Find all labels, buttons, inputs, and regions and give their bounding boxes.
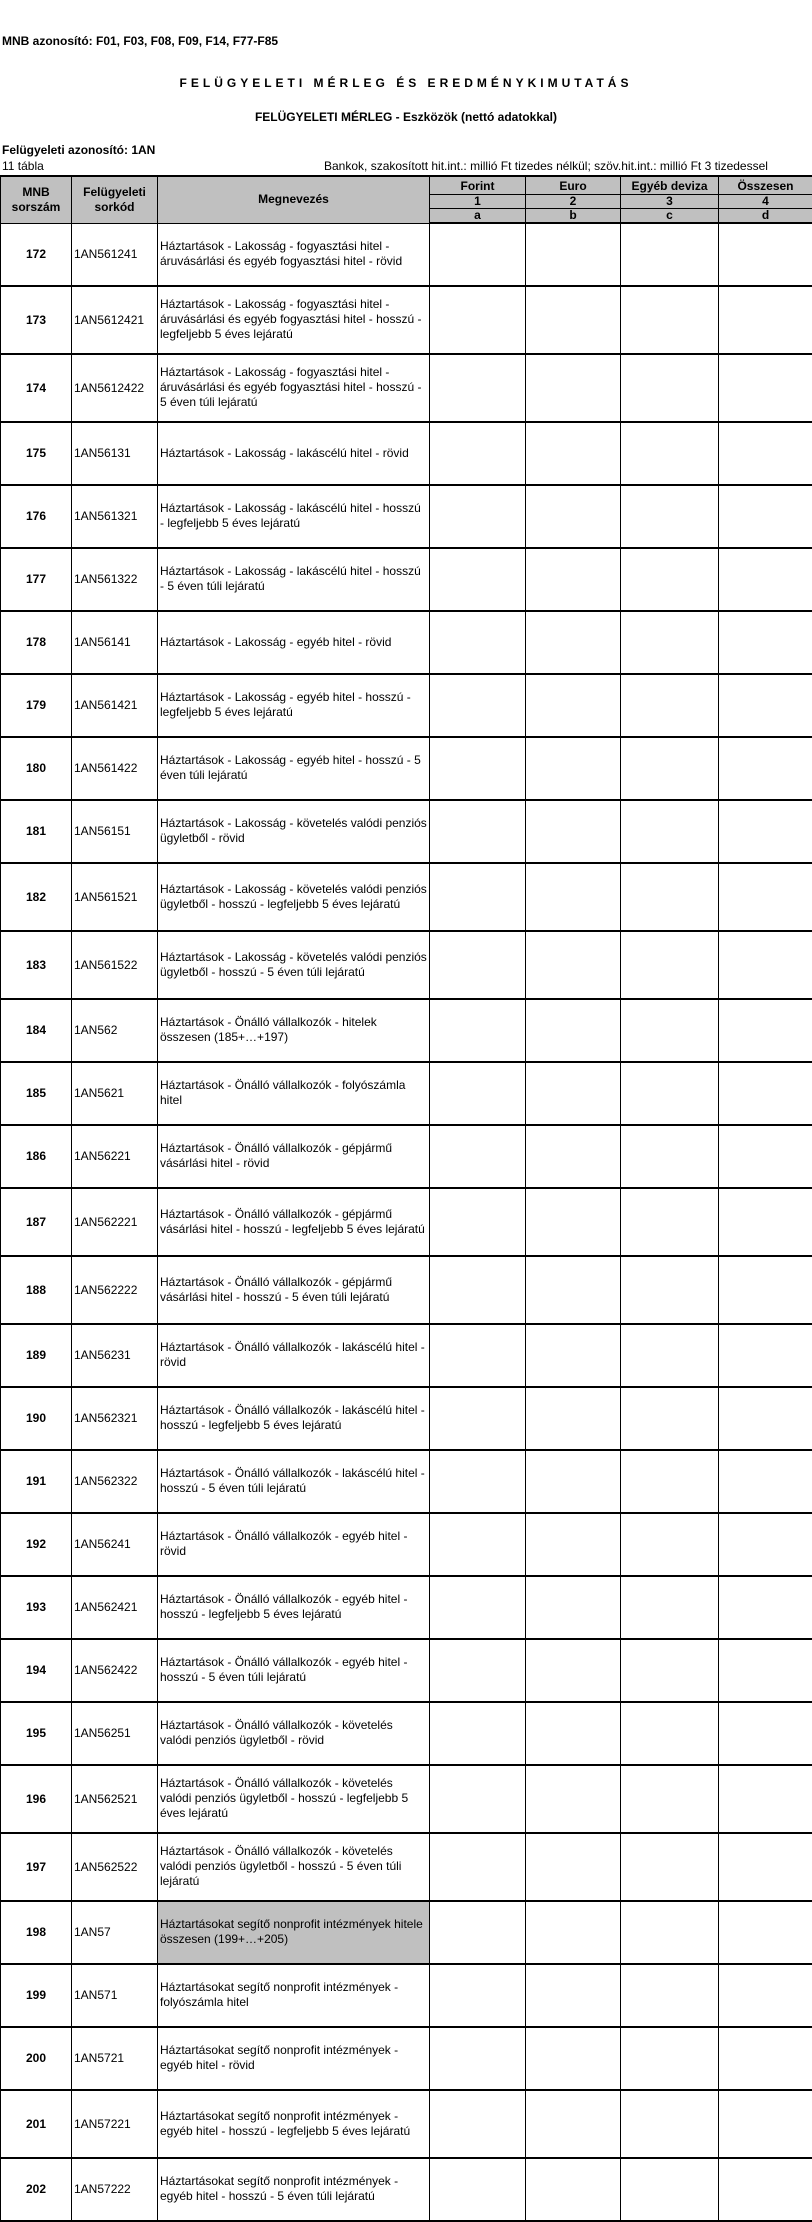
value-cell-forint[interactable] — [430, 674, 526, 737]
value-cell-forint[interactable] — [430, 1387, 526, 1450]
row-number: 177 — [1, 548, 72, 611]
value-cell-total[interactable] — [719, 737, 812, 800]
row-number: 182 — [1, 863, 72, 931]
row-description: Háztartások - Önálló vállalkozók - hitelek összesen (185+…+197) — [158, 999, 430, 1062]
value-cell-euro[interactable] — [526, 1702, 621, 1765]
value-cell-other-currency[interactable] — [621, 1964, 719, 2027]
value-cell-total[interactable] — [719, 1324, 812, 1387]
value-cell-euro[interactable] — [526, 863, 621, 931]
header-col-letter: c — [621, 209, 719, 224]
value-cell-other-currency[interactable] — [621, 999, 719, 1062]
value-cell-other-currency[interactable] — [621, 1256, 719, 1324]
value-cell-total[interactable] — [719, 1125, 812, 1188]
value-cell-other-currency[interactable] — [621, 1387, 719, 1450]
table-row — [1, 1765, 812, 1833]
table-number: 11 tábla — [2, 159, 44, 173]
header-col-number: 2 — [526, 195, 621, 209]
row-number: 196 — [1, 1765, 72, 1833]
value-cell-other-currency[interactable] — [621, 2090, 719, 2158]
table-row — [1, 2090, 812, 2158]
table-row — [1, 223, 812, 286]
row-code: 1AN562422 — [72, 1639, 158, 1702]
value-cell-other-currency[interactable] — [621, 931, 719, 999]
row-code: 1AN5721 — [72, 2027, 158, 2090]
row-number: 186 — [1, 1125, 72, 1188]
value-cell-forint[interactable] — [430, 1188, 526, 1256]
value-cell-total[interactable] — [719, 2027, 812, 2090]
value-cell-other-currency[interactable] — [621, 1702, 719, 1765]
row-description: Háztartások - Önálló vállalkozók - folyószámla hitel — [158, 1062, 430, 1125]
table-row — [1, 485, 812, 548]
row-description: Háztartások - Önálló vállalkozók - gépjármű vásárlási hitel - hosszú - legfeljebb 5 éves lejáratú — [158, 1188, 430, 1256]
table-row — [1, 1901, 812, 1964]
value-cell-forint[interactable] — [430, 1324, 526, 1387]
value-cell-forint[interactable] — [430, 1901, 526, 1964]
table-row — [1, 1964, 812, 2027]
table-row — [1, 674, 812, 737]
value-cell-total[interactable] — [719, 931, 812, 999]
value-cell-other-currency[interactable] — [621, 1450, 719, 1513]
row-code: 1AN57222 — [72, 2158, 158, 2221]
value-cell-forint[interactable] — [430, 2158, 526, 2221]
value-cell-forint[interactable] — [430, 1125, 526, 1188]
value-cell-forint[interactable] — [430, 611, 526, 674]
table-row — [1, 1062, 812, 1125]
value-cell-other-currency[interactable] — [621, 422, 719, 485]
value-cell-euro[interactable] — [526, 1324, 621, 1387]
row-number: 194 — [1, 1639, 72, 1702]
value-cell-other-currency[interactable] — [621, 737, 719, 800]
value-cell-total[interactable] — [719, 485, 812, 548]
row-code: 1AN562321 — [72, 1387, 158, 1450]
row-code: 1AN562 — [72, 999, 158, 1062]
row-code: 1AN56141 — [72, 611, 158, 674]
row-description: Háztartásokat segítő nonprofit intézmények - folyószámla hitel — [158, 1964, 430, 2027]
row-description: Háztartások - Lakosság - egyéb hitel - rövid — [158, 611, 430, 674]
value-cell-forint[interactable] — [430, 863, 526, 931]
row-description: Háztartások - Önálló vállalkozók - gépjármű vásárlási hitel - hosszú - 5 éven túli lejáratú — [158, 1256, 430, 1324]
table-row — [1, 1188, 812, 1256]
value-cell-euro[interactable] — [526, 800, 621, 863]
table-row — [1, 1450, 812, 1513]
row-number: 176 — [1, 485, 72, 548]
row-description: Háztartásokat segítő nonprofit intézmények - egyéb hitel - rövid — [158, 2027, 430, 2090]
value-cell-euro[interactable] — [526, 422, 621, 485]
value-cell-total[interactable] — [719, 800, 812, 863]
row-description: Háztartások - Önálló vállalkozók - lakáscélú hitel - hosszú - legfeljebb 5 éves lejáratú — [158, 1387, 430, 1450]
row-code: 1AN56231 — [72, 1324, 158, 1387]
value-cell-euro[interactable] — [526, 1125, 621, 1188]
value-cell-forint[interactable] — [430, 1833, 526, 1901]
header-col-letter: a — [430, 209, 526, 224]
value-cell-forint[interactable] — [430, 1639, 526, 1702]
value-cell-forint[interactable] — [430, 1576, 526, 1639]
row-number: 202 — [1, 2158, 72, 2221]
value-cell-forint[interactable] — [430, 1702, 526, 1765]
value-cell-forint[interactable] — [430, 548, 526, 611]
row-number: 193 — [1, 1576, 72, 1639]
row-number: 181 — [1, 800, 72, 863]
value-cell-euro[interactable] — [526, 999, 621, 1062]
header-euro: Euro — [526, 176, 621, 195]
row-code: 1AN57221 — [72, 2090, 158, 2158]
value-cell-total[interactable] — [719, 548, 812, 611]
value-cell-euro[interactable] — [526, 1901, 621, 1964]
header-other-currency: Egyéb deviza — [621, 176, 719, 195]
row-number: 192 — [1, 1513, 72, 1576]
header-mnb-number: MNB sorszám — [1, 176, 72, 223]
row-code: 1AN561422 — [72, 737, 158, 800]
value-cell-total[interactable] — [719, 999, 812, 1062]
value-cell-other-currency[interactable] — [621, 1324, 719, 1387]
value-cell-other-currency[interactable] — [621, 1513, 719, 1576]
value-cell-euro[interactable] — [526, 611, 621, 674]
row-code: 1AN5621 — [72, 1062, 158, 1125]
value-cell-other-currency[interactable] — [621, 800, 719, 863]
row-code: 1AN561241 — [72, 223, 158, 286]
value-cell-total[interactable] — [719, 1964, 812, 2027]
header-forint: Forint — [430, 176, 526, 195]
row-number: 174 — [1, 354, 72, 422]
value-cell-other-currency[interactable] — [621, 674, 719, 737]
value-cell-forint[interactable] — [430, 1450, 526, 1513]
value-cell-euro[interactable] — [526, 354, 621, 422]
row-number: 185 — [1, 1062, 72, 1125]
table-row — [1, 1125, 812, 1188]
row-description: Háztartások - Önálló vállalkozók - egyéb hitel - rövid — [158, 1513, 430, 1576]
row-code: 1AN5612422 — [72, 354, 158, 422]
row-description: Háztartások - Önálló vállalkozók - lakáscélú hitel - hosszú - 5 éven túli lejáratú — [158, 1450, 430, 1513]
value-cell-euro[interactable] — [526, 2158, 621, 2221]
value-cell-total[interactable] — [719, 2090, 812, 2158]
page-subtitle: FELÜGYELETI MÉRLEG - Eszközök (nettó adatokkal) — [0, 110, 812, 124]
value-cell-total[interactable] — [719, 286, 812, 354]
row-description: Háztartások - Önálló vállalkozók - gépjármű vásárlási hitel - rövid — [158, 1125, 430, 1188]
row-code: 1AN57 — [72, 1901, 158, 1964]
row-code: 1AN562522 — [72, 1833, 158, 1901]
value-cell-euro[interactable] — [526, 1576, 621, 1639]
row-description: Háztartások - Önálló vállalkozók - egyéb hitel - hosszú - legfeljebb 5 éves lejáratú — [158, 1576, 430, 1639]
value-cell-total[interactable] — [719, 2158, 812, 2221]
value-cell-total[interactable] — [719, 1765, 812, 1833]
row-description: Háztartások - Önálló vállalkozók - követelés valódi penziós ügyletből - hosszú - legfeljebb 5 éves lejáratú — [158, 1765, 430, 1833]
value-cell-euro[interactable] — [526, 1256, 621, 1324]
value-cell-total[interactable] — [719, 422, 812, 485]
row-description: Háztartások - Lakosság - egyéb hitel - hosszú - legfeljebb 5 éves lejáratú — [158, 674, 430, 737]
row-number: 189 — [1, 1324, 72, 1387]
value-cell-other-currency[interactable] — [621, 1062, 719, 1125]
table-row — [1, 1702, 812, 1765]
row-number: 179 — [1, 674, 72, 737]
value-cell-total[interactable] — [719, 1387, 812, 1450]
row-description: Háztartások - Önálló vállalkozók - egyéb hitel - hosszú - 5 éven túli lejáratú — [158, 1639, 430, 1702]
value-cell-total[interactable] — [719, 1639, 812, 1702]
value-cell-total[interactable] — [719, 1256, 812, 1324]
value-cell-other-currency[interactable] — [621, 1901, 719, 1964]
header-supervisory-code: Felügyeleti sorkód — [72, 176, 158, 223]
row-description: Háztartások - Lakosság - követelés valódi penziós ügyletből - hosszú - 5 éven túli lejáratú — [158, 931, 430, 999]
row-number: 183 — [1, 931, 72, 999]
row-number: 190 — [1, 1387, 72, 1450]
header-col-letter: d — [719, 209, 812, 224]
row-code: 1AN56221 — [72, 1125, 158, 1188]
value-cell-euro[interactable] — [526, 485, 621, 548]
value-cell-total[interactable] — [719, 1833, 812, 1901]
row-description: Háztartások - Lakosság - fogyasztási hitel - áruvásárlási és egyéb fogyasztási hitel - hosszú - legfeljebb 5 éves lejáratú — [158, 286, 430, 354]
table-row — [1, 1639, 812, 1702]
row-description: Háztartásokat segítő nonprofit intézmények - egyéb hitel - hosszú - legfeljebb 5 éves lejáratú — [158, 2090, 430, 2158]
row-number: 199 — [1, 1964, 72, 2027]
table-row — [1, 1513, 812, 1576]
value-cell-forint[interactable] — [430, 286, 526, 354]
table-row — [1, 1833, 812, 1901]
value-cell-euro[interactable] — [526, 548, 621, 611]
row-code: 1AN562421 — [72, 1576, 158, 1639]
row-code: 1AN561421 — [72, 674, 158, 737]
row-description: Háztartásokat segítő nonprofit intézmények hitele összesen (199+…+205) — [158, 1901, 430, 1964]
row-code: 1AN571 — [72, 1964, 158, 2027]
table-row — [1, 611, 812, 674]
value-cell-other-currency[interactable] — [621, 2158, 719, 2221]
row-number: 191 — [1, 1450, 72, 1513]
value-cell-other-currency[interactable] — [621, 863, 719, 931]
row-description: Háztartások - Önálló vállalkozók - lakáscélú hitel - rövid — [158, 1324, 430, 1387]
value-cell-euro[interactable] — [526, 2090, 621, 2158]
table-row — [1, 931, 812, 999]
value-cell-other-currency[interactable] — [621, 1833, 719, 1901]
value-cell-forint[interactable] — [430, 1964, 526, 2027]
value-cell-forint[interactable] — [430, 999, 526, 1062]
value-cell-forint[interactable] — [430, 800, 526, 863]
row-number: 187 — [1, 1188, 72, 1256]
value-cell-euro[interactable] — [526, 1765, 621, 1833]
value-cell-euro[interactable] — [526, 1062, 621, 1125]
table-row — [1, 1387, 812, 1450]
value-cell-euro[interactable] — [526, 1639, 621, 1702]
value-cell-other-currency[interactable] — [621, 1188, 719, 1256]
header-col-letter: b — [526, 209, 621, 224]
value-cell-total[interactable] — [719, 1188, 812, 1256]
row-number: 195 — [1, 1702, 72, 1765]
value-cell-euro[interactable] — [526, 737, 621, 800]
header-description: Megnevezés — [158, 176, 430, 223]
value-cell-euro[interactable] — [526, 223, 621, 286]
row-code: 1AN56241 — [72, 1513, 158, 1576]
row-description: Háztartások - Lakosság - követelés valódi penziós ügyletből - hosszú - legfeljebb 5 éves lejáratú — [158, 863, 430, 931]
row-description: Háztartások - Lakosság - követelés valódi penziós ügyletből - rövid — [158, 800, 430, 863]
row-description: Háztartások - Lakosság - fogyasztási hitel - áruvásárlási és egyéb fogyasztási hitel - hosszú - 5 éven túli lejáratú — [158, 354, 430, 422]
row-code: 1AN561322 — [72, 548, 158, 611]
row-code: 1AN561321 — [72, 485, 158, 548]
value-cell-total[interactable] — [719, 1576, 812, 1639]
table-row — [1, 2158, 812, 2221]
value-cell-euro[interactable] — [526, 1833, 621, 1901]
table-row — [1, 863, 812, 931]
value-cell-other-currency[interactable] — [621, 1576, 719, 1639]
value-cell-euro[interactable] — [526, 931, 621, 999]
row-number: 197 — [1, 1833, 72, 1901]
value-cell-forint[interactable] — [430, 485, 526, 548]
table-row — [1, 1256, 812, 1324]
value-cell-total[interactable] — [719, 1702, 812, 1765]
value-cell-euro[interactable] — [526, 674, 621, 737]
row-description: Háztartások - Lakosság - fogyasztási hitel - áruvásárlási és egyéb fogyasztási hitel - rövid — [158, 223, 430, 286]
value-cell-total[interactable] — [719, 1450, 812, 1513]
value-cell-total[interactable] — [719, 863, 812, 931]
row-code: 1AN562521 — [72, 1765, 158, 1833]
row-description: Háztartások - Önálló vállalkozók - követelés valódi penziós ügyletből - rövid — [158, 1702, 430, 1765]
value-cell-other-currency[interactable] — [621, 485, 719, 548]
row-number: 188 — [1, 1256, 72, 1324]
row-code: 1AN56151 — [72, 800, 158, 863]
row-description: Háztartások - Önálló vállalkozók - követelés valódi penziós ügyletből - hosszú - 5 éven túli lejáratú — [158, 1833, 430, 1901]
row-code: 1AN562221 — [72, 1188, 158, 1256]
value-cell-forint[interactable] — [430, 1513, 526, 1576]
header-col-number: 4 — [719, 195, 812, 209]
value-cell-total[interactable] — [719, 223, 812, 286]
value-cell-total[interactable] — [719, 1062, 812, 1125]
value-cell-forint[interactable] — [430, 354, 526, 422]
row-description: Háztartásokat segítő nonprofit intézmények - egyéb hitel - hosszú - 5 éven túli lejáratú — [158, 2158, 430, 2221]
row-code: 1AN562322 — [72, 1450, 158, 1513]
table-row — [1, 286, 812, 354]
row-number: 201 — [1, 2090, 72, 2158]
value-cell-other-currency[interactable] — [621, 1765, 719, 1833]
value-cell-forint[interactable] — [430, 2090, 526, 2158]
value-cell-euro[interactable] — [526, 1513, 621, 1576]
units-note: Bankok, szakosított hit.int.: millió Ft tizedes nélkül; szöv.hit.int.: millió Ft 3 tizedessel — [324, 159, 768, 173]
table-row — [1, 2027, 812, 2090]
balance-sheet-table — [0, 175, 812, 2222]
row-description: Háztartások - Lakosság - lakáscélú hitel - rövid — [158, 422, 430, 485]
value-cell-forint[interactable] — [430, 737, 526, 800]
value-cell-other-currency[interactable] — [621, 611, 719, 674]
value-cell-forint[interactable] — [430, 1765, 526, 1833]
value-cell-euro[interactable] — [526, 286, 621, 354]
value-cell-forint[interactable] — [430, 223, 526, 286]
value-cell-other-currency[interactable] — [621, 1125, 719, 1188]
value-cell-forint[interactable] — [430, 1062, 526, 1125]
value-cell-total[interactable] — [719, 1901, 812, 1964]
row-code: 1AN5612421 — [72, 286, 158, 354]
value-cell-other-currency[interactable] — [621, 2027, 719, 2090]
value-cell-euro[interactable] — [526, 1964, 621, 2027]
row-number: 175 — [1, 422, 72, 485]
value-cell-total[interactable] — [719, 611, 812, 674]
row-code: 1AN561522 — [72, 931, 158, 999]
header-total: Összesen — [719, 176, 812, 195]
row-description: Háztartások - Lakosság - lakáscélú hitel - hosszú - legfeljebb 5 éves lejáratú — [158, 485, 430, 548]
row-number: 178 — [1, 611, 72, 674]
value-cell-euro[interactable] — [526, 1188, 621, 1256]
value-cell-forint[interactable] — [430, 931, 526, 999]
row-code: 1AN561521 — [72, 863, 158, 931]
value-cell-other-currency[interactable] — [621, 548, 719, 611]
table-row — [1, 999, 812, 1062]
value-cell-total[interactable] — [719, 1513, 812, 1576]
table-row — [1, 1324, 812, 1387]
value-cell-euro[interactable] — [526, 1387, 621, 1450]
row-code: 1AN56131 — [72, 422, 158, 485]
table-row — [1, 737, 812, 800]
table-row — [1, 800, 812, 863]
value-cell-forint[interactable] — [430, 1256, 526, 1324]
row-number: 173 — [1, 286, 72, 354]
row-number: 198 — [1, 1901, 72, 1964]
table-row — [1, 548, 812, 611]
value-cell-other-currency[interactable] — [621, 286, 719, 354]
value-cell-euro[interactable] — [526, 1450, 621, 1513]
row-number: 172 — [1, 223, 72, 286]
value-cell-other-currency[interactable] — [621, 354, 719, 422]
table-row — [1, 1576, 812, 1639]
row-code: 1AN562222 — [72, 1256, 158, 1324]
value-cell-other-currency[interactable] — [621, 223, 719, 286]
header-col-number: 1 — [430, 195, 526, 209]
value-cell-total[interactable] — [719, 674, 812, 737]
row-code: 1AN56251 — [72, 1702, 158, 1765]
row-number: 200 — [1, 2027, 72, 2090]
value-cell-total[interactable] — [719, 354, 812, 422]
row-number: 184 — [1, 999, 72, 1062]
value-cell-forint[interactable] — [430, 2027, 526, 2090]
mnb-identifier: MNB azonosító: F01, F03, F08, F09, F14, F77-F85 — [2, 34, 278, 48]
row-number: 180 — [1, 737, 72, 800]
header-col-number: 3 — [621, 195, 719, 209]
row-description: Háztartások - Lakosság - egyéb hitel - hosszú - 5 éven túli lejáratú — [158, 737, 430, 800]
table-row — [1, 354, 812, 422]
value-cell-forint[interactable] — [430, 422, 526, 485]
row-description: Háztartások - Lakosság - lakáscélú hitel - hosszú - 5 éven túli lejáratú — [158, 548, 430, 611]
page-title: FELÜGYELETI MÉRLEG ÉS EREDMÉNYKIMUTATÁS — [0, 76, 812, 90]
supervisory-identifier: Felügyeleti azonosító: 1AN — [2, 143, 155, 157]
value-cell-euro[interactable] — [526, 2027, 621, 2090]
table-row — [1, 422, 812, 485]
value-cell-other-currency[interactable] — [621, 1639, 719, 1702]
